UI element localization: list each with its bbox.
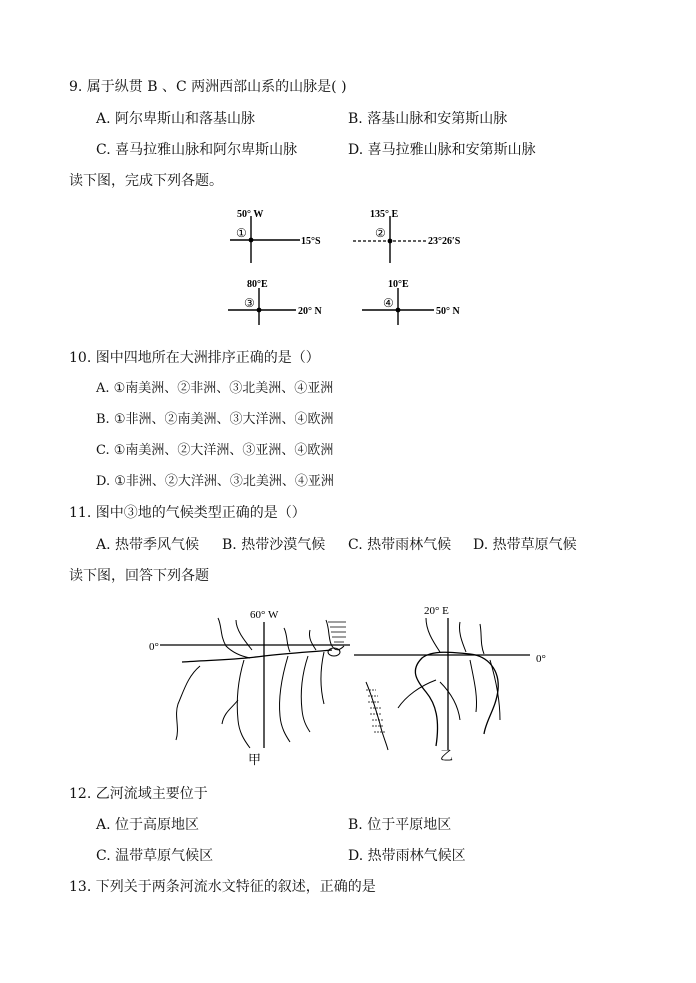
q11-stem: 11. 图中③地的气候类型正确的是（） xyxy=(69,505,306,521)
p2-mark: ② xyxy=(375,226,386,240)
q10-option-c: C. ①南美洲、②大洋洲、③亚洲、④欧洲 xyxy=(96,443,334,458)
q9-option-d: D. 喜马拉雅山脉和安第斯山脉 xyxy=(348,142,536,158)
p4-lon: 10°E xyxy=(388,279,409,290)
q11-option-d: D. 热带草原气候 xyxy=(473,537,577,553)
coord-point-3 xyxy=(228,279,322,325)
q11-option-c: C. 热带雨林气候 xyxy=(348,537,452,553)
q9-option-c: C. 喜马拉雅山脉和阿尔卑斯山脉 xyxy=(96,142,298,158)
q10-option-a: A. ①南美洲、②非洲、③北美洲、④亚洲 xyxy=(96,381,334,396)
q12-stem: 12. 乙河流域主要位于 xyxy=(69,786,208,802)
map-jia-equator-label: 0° xyxy=(149,641,159,653)
map-yi-name: 乙 xyxy=(440,748,454,763)
map-jia-lon-label: 60° W xyxy=(250,609,279,621)
q11-option-a: A. 热带季风气候 xyxy=(96,537,200,553)
intro-1: 读下图，完成下列各题。 xyxy=(69,173,223,189)
p3-lon: 80°E xyxy=(247,279,268,290)
q9-option-a: A. 阿尔卑斯山和落基山脉 xyxy=(96,111,256,127)
p1-lon: 50° W xyxy=(237,209,264,220)
figure-coordinates xyxy=(210,200,480,325)
map-yi-equator-label: 0° xyxy=(536,653,546,665)
q12-option-d: D. 热带雨林气候区 xyxy=(348,848,466,864)
p1-mark: ① xyxy=(236,226,247,240)
figure-river-maps xyxy=(140,600,560,770)
q12-option-a: A. 位于高原地区 xyxy=(96,817,200,833)
map-river-jia xyxy=(149,609,350,767)
q10-option-d: D. ①非洲、②大洋洲、③北美洲、④亚洲 xyxy=(96,474,334,489)
q11-option-b: B. 热带沙漠气候 xyxy=(222,537,326,553)
q9-stem: 9. 属于纵贯 B 、C 两洲西部山系的山脉是( ) xyxy=(69,79,347,95)
map-jia-name: 甲 xyxy=(248,752,262,767)
q12-option-b: B. 位于平原地区 xyxy=(348,817,452,833)
q13-stem: 13. 下列关于两条河流水文特征的叙述，正确的是 xyxy=(69,879,376,895)
q12-option-c: C. 温带草原气候区 xyxy=(96,848,214,864)
p1-lat: 15°S xyxy=(301,236,321,247)
p2-lon: 135° E xyxy=(370,209,399,220)
p2-lat: 23°26′S xyxy=(428,236,461,247)
q10-stem: 10. 图中四地所在大洲排序正确的是（） xyxy=(69,350,320,366)
coord-point-4 xyxy=(362,279,460,325)
coord-point-2 xyxy=(353,209,461,263)
q10-option-b: B. ①非洲、②南美洲、③大洋洲、④欧洲 xyxy=(96,412,334,427)
q9-option-b: B. 落基山脉和安第斯山脉 xyxy=(348,111,508,127)
coord-point-1 xyxy=(230,209,321,263)
p4-mark: ④ xyxy=(383,296,394,310)
p3-lat: 20° N xyxy=(298,306,322,317)
p4-lat: 50° N xyxy=(436,306,460,317)
map-river-yi xyxy=(354,605,546,763)
intro-2: 读下图，回答下列各题 xyxy=(69,568,209,584)
map-yi-lon-label: 20° E xyxy=(424,605,449,617)
p3-mark: ③ xyxy=(244,296,255,310)
